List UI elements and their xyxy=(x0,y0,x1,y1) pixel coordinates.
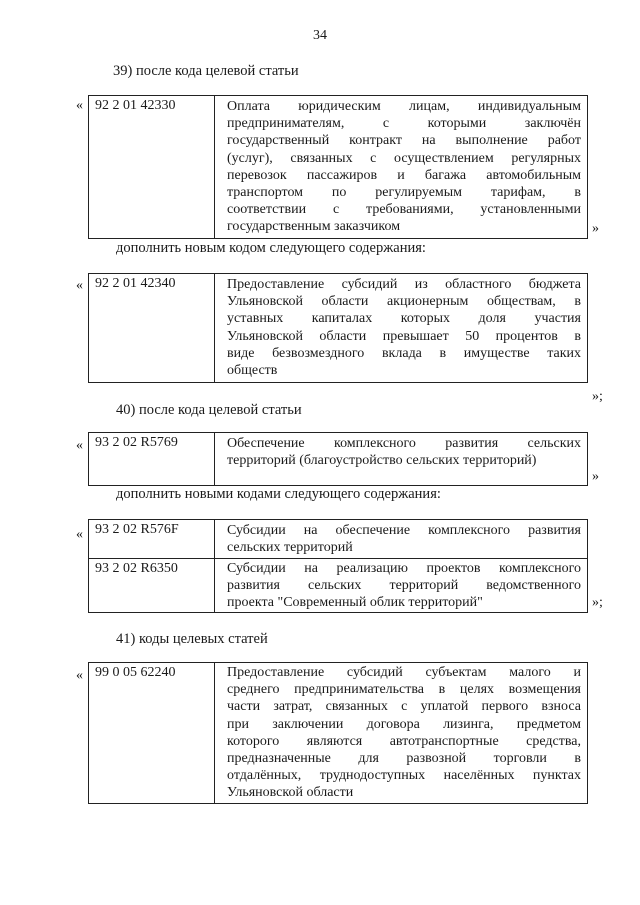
description-line: которого являются автотранспортные средства, xyxy=(227,733,581,749)
description-line: сельских территорий xyxy=(227,540,353,556)
description-line: уставных капиталах которых доля участия xyxy=(227,311,581,327)
close-quote: » xyxy=(592,221,599,236)
code-cell: 92 2 01 42340 xyxy=(89,274,215,382)
description-line: обществ xyxy=(227,363,278,379)
page-number: 34 xyxy=(313,28,327,43)
code-cell: 99 0 05 62240 xyxy=(89,663,215,803)
table-row xyxy=(89,96,587,238)
description-line: виде безвозмездного вклада в имуществе таких xyxy=(227,345,581,361)
description-cell xyxy=(227,435,581,469)
description-line: части затрат, связанных с уплатой первого взноса xyxy=(227,699,581,715)
item-40-supplement-text: дополнить новыми кодами следующего содержания: xyxy=(116,486,441,502)
code-cell: 93 2 02 R576F xyxy=(89,520,215,558)
table-row xyxy=(89,663,587,803)
description-line: территорий (благоустройство сельских территорий) xyxy=(227,453,537,469)
item-39-heading: 39) после кода целевой статьи xyxy=(113,63,299,79)
description-line: Ульяновской области акционерным обществам, в xyxy=(227,294,581,310)
description-line: Предоставление субсидий из областного бюджета xyxy=(227,277,581,292)
description-line: проекта "Современный облик территорий" xyxy=(227,595,483,611)
description-line: государственным заказчиком xyxy=(227,219,401,235)
open-quote: « xyxy=(76,527,83,542)
description-line: перевозок пассажиров и багажа автомобильным xyxy=(227,167,581,183)
open-quote: « xyxy=(76,98,83,113)
close-quote-semicolon: »; xyxy=(592,595,603,610)
description-line: транспортом по регулируемым тарифам, в xyxy=(227,185,581,201)
description-line: при заключении договора лизинга, предметом xyxy=(227,716,581,732)
description-line: Субсидии на реализацию проектов комплексного xyxy=(227,561,581,576)
description-cell xyxy=(227,276,581,379)
open-quote: « xyxy=(76,668,83,683)
table-41 xyxy=(88,662,588,804)
description-line: (услуг), связанных с осуществлением регулярных xyxy=(227,150,581,166)
description-line: государственный контракт на выполнение работ xyxy=(227,133,581,149)
description-cell xyxy=(227,522,581,556)
table-40-existing xyxy=(88,432,588,486)
description-cell xyxy=(227,98,581,236)
description-cell xyxy=(227,560,581,612)
description-line: отдалённых, труднодоступных населённых пунктах xyxy=(227,768,581,784)
code-cell: 93 2 02 R5769 xyxy=(89,433,215,485)
code-cell: 93 2 02 R6350 xyxy=(89,559,215,613)
table-row xyxy=(89,520,587,558)
description-line: предпринимателям, с которыми заключён xyxy=(227,116,581,132)
table-row xyxy=(89,558,587,613)
description-line: Обеспечение комплексного развития сельских xyxy=(227,436,581,451)
table-39-new xyxy=(88,273,588,383)
description-line: развития сельских территорий ведомственного xyxy=(227,578,581,594)
code-cell: 92 2 01 42330 xyxy=(89,96,215,238)
item-41-heading: 41) коды целевых статей xyxy=(116,631,268,647)
description-line: Предоставление субсидий субъектам малого и xyxy=(227,665,581,680)
description-cell xyxy=(227,664,581,802)
table-row xyxy=(89,274,587,382)
description-line: Ульяновской области превышает 50 процентов в xyxy=(227,328,581,344)
table-40-new xyxy=(88,519,588,613)
description-line: предназначенные для развозной торговли в xyxy=(227,751,581,767)
description-line: среднего предпринимательства в целях возмещения xyxy=(227,682,581,698)
description-line: соответствии с требованиями, установленными xyxy=(227,202,581,218)
description-line: Ульяновской области xyxy=(227,785,354,801)
item-40-heading: 40) после кода целевой статьи xyxy=(116,402,302,418)
close-quote-semicolon: »; xyxy=(592,389,603,404)
open-quote: « xyxy=(76,278,83,293)
item-39-supplement-text: дополнить новым кодом следующего содержания: xyxy=(116,240,426,256)
table-row xyxy=(89,433,587,485)
open-quote: « xyxy=(76,438,83,453)
description-line: Субсидии на обеспечение комплексного развития xyxy=(227,523,581,538)
table-39-existing xyxy=(88,95,588,239)
description-line: Оплата юридическим лицам, индивидуальным xyxy=(227,99,581,114)
close-quote: » xyxy=(592,469,599,484)
